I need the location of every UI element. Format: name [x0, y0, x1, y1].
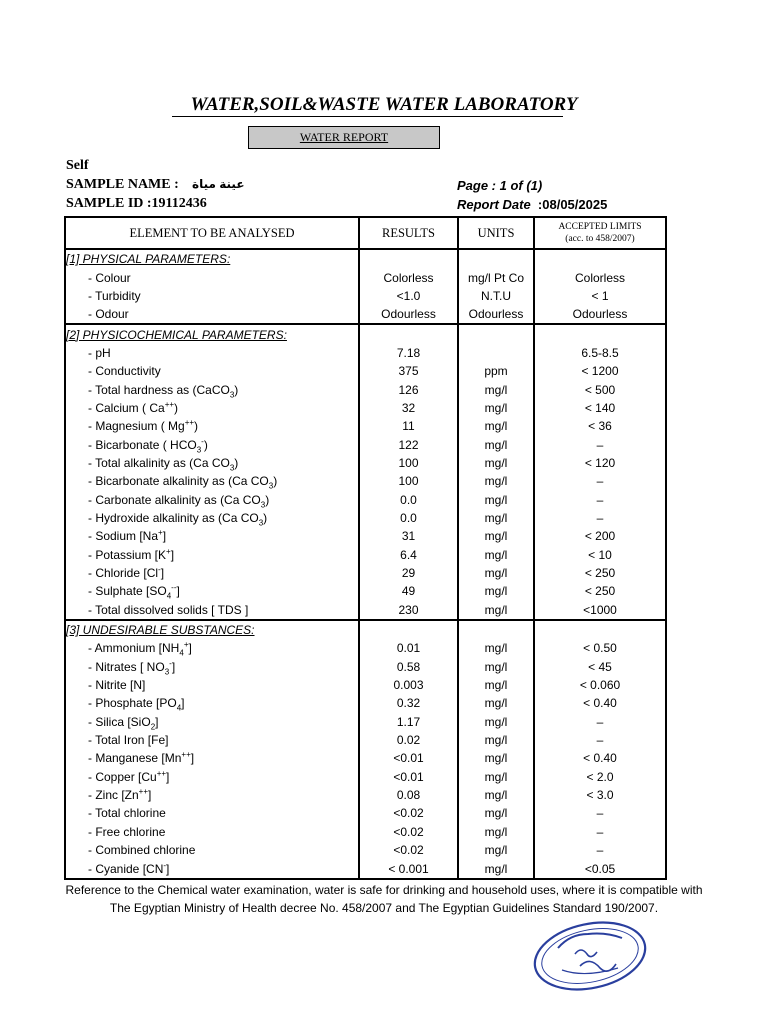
- limit-value: < 500: [534, 380, 666, 398]
- limit-value: < 10: [534, 546, 666, 564]
- element-label: - pH: [88, 345, 111, 360]
- limit-value: –: [534, 472, 666, 490]
- result-value: 32: [359, 399, 458, 417]
- table-row: [65, 658, 666, 676]
- table-row: [65, 676, 666, 694]
- table-row: [65, 786, 666, 804]
- unit-value: mg/l: [458, 527, 534, 545]
- element-name: [65, 527, 359, 545]
- report-date-label: Report Date: [457, 197, 531, 212]
- sample-name-label: SAMPLE NAME :: [66, 177, 179, 192]
- table-row: [65, 639, 666, 657]
- element-label: - Silica [SiO: [88, 714, 151, 729]
- table-header-row: [65, 217, 666, 249]
- table-row: [65, 305, 666, 324]
- element-subscript: 2: [150, 722, 156, 732]
- result-value: 0.0: [359, 509, 458, 527]
- table-row: [65, 546, 666, 564]
- table-row: [65, 287, 666, 305]
- limit-value: < 45: [534, 658, 666, 676]
- element-name: [65, 713, 359, 731]
- limit-value: < 1: [534, 287, 666, 305]
- element-label: - Nitrite [N]: [88, 678, 146, 693]
- element-tail: ]: [188, 641, 192, 656]
- element-tail: ]: [166, 861, 170, 876]
- unit-value: mg/l: [458, 713, 534, 731]
- header-limits: [534, 217, 666, 249]
- element-tail: ]: [171, 659, 176, 674]
- element-name: [65, 731, 359, 749]
- element-name: [65, 859, 359, 878]
- section-cell: [359, 249, 458, 268]
- element-superscript: ++: [164, 399, 175, 409]
- table-row: [65, 859, 666, 878]
- table-row: [65, 344, 666, 362]
- header-element: ELEMENT TO BE ANALYSED: [65, 217, 359, 249]
- limit-value: < 0.50: [534, 639, 666, 657]
- table-row: [65, 435, 666, 453]
- element-tail: ]: [155, 714, 159, 729]
- table-row: [65, 380, 666, 398]
- results-table: [64, 216, 667, 880]
- unit-value: mg/l: [458, 658, 534, 676]
- report-type-box: [248, 126, 440, 149]
- table-row: [65, 601, 666, 620]
- limit-value: < 0.060: [534, 676, 666, 694]
- element-name: [65, 582, 359, 600]
- element-subscript: 3: [196, 445, 202, 454]
- element-label: - Total Iron [Fe]: [88, 733, 169, 748]
- element-tail: ]: [162, 529, 167, 544]
- section-row: [65, 249, 666, 268]
- limit-value: Odourless: [534, 305, 666, 324]
- element-label: - Bicarbonate alkalinity as (Ca CO: [88, 474, 269, 489]
- unit-value: N.T.U: [458, 287, 534, 305]
- limit-value: < 120: [534, 454, 666, 472]
- table-row: [65, 509, 666, 527]
- result-value: 0.01: [359, 639, 458, 657]
- limit-value: < 250: [534, 564, 666, 582]
- element-name: [65, 823, 359, 841]
- unit-value: mg/l: [458, 804, 534, 822]
- element-name: [65, 399, 359, 417]
- element-label: - Odour: [88, 307, 129, 322]
- element-tail: ]: [160, 566, 165, 581]
- element-name: [65, 768, 359, 786]
- element-name: [65, 287, 359, 305]
- table-row: [65, 731, 666, 749]
- limit-value: < 0.40: [534, 694, 666, 712]
- element-superscript: +: [166, 546, 171, 556]
- unit-value: mg/l: [458, 786, 534, 804]
- element-label: - Copper [Cu: [88, 769, 157, 784]
- element-tail: ): [234, 455, 239, 470]
- element-name: [65, 676, 359, 694]
- limit-value: 6.5-8.5: [534, 344, 666, 362]
- result-value: <0.02: [359, 841, 458, 859]
- unit-value: mg/l: [458, 749, 534, 767]
- report-type-label: WATER REPORT: [299, 130, 389, 144]
- unit-value: mg/l Pt Co: [458, 268, 534, 286]
- table-row: [65, 768, 666, 786]
- element-name: [65, 841, 359, 859]
- element-superscript: --: [171, 583, 177, 593]
- result-value: 0.32: [359, 694, 458, 712]
- limit-value: < 2.0: [534, 768, 666, 786]
- element-name: [65, 344, 359, 362]
- unit-value: mg/l: [458, 490, 534, 508]
- element-label: - Colour: [88, 270, 131, 285]
- element-name: [65, 305, 359, 324]
- section-label: [2] PHYSICOCHEMICAL PARAMETERS:: [66, 327, 287, 342]
- limit-value: –: [534, 435, 666, 453]
- element-name: [65, 546, 359, 564]
- result-value: <0.02: [359, 823, 458, 841]
- unit-value: mg/l: [458, 694, 534, 712]
- result-value: Colorless: [359, 268, 458, 286]
- result-value: <0.02: [359, 804, 458, 822]
- unit-value: mg/l: [458, 435, 534, 453]
- element-tail: ]: [176, 584, 180, 599]
- element-superscript: +: [158, 528, 163, 538]
- limit-value: –: [534, 490, 666, 508]
- element-subscript: 3: [258, 518, 264, 528]
- table-row: [65, 417, 666, 435]
- table-row: [65, 399, 666, 417]
- element-subscript: 3: [229, 463, 235, 473]
- unit-value: mg/l: [458, 546, 534, 564]
- unit-value: mg/l: [458, 509, 534, 527]
- element-label: - Chloride [Cl: [88, 566, 159, 581]
- result-value: 49: [359, 582, 458, 600]
- unit-value: mg/l: [458, 582, 534, 600]
- limit-value: < 3.0: [534, 786, 666, 804]
- result-value: <0.01: [359, 749, 458, 767]
- result-value: 1.17: [359, 713, 458, 731]
- section-cell: [359, 324, 458, 343]
- element-label: - Hydroxide alkalinity as (Ca CO: [88, 510, 259, 525]
- element-subscript: 3: [229, 389, 235, 399]
- header-limits-title: ACCEPTED LIMITS: [558, 222, 642, 232]
- unit-value: mg/l: [458, 676, 534, 694]
- element-subscript: 4: [179, 648, 184, 658]
- limit-value: < 36: [534, 417, 666, 435]
- element-name: [65, 639, 359, 657]
- unit-value: mg/l: [458, 639, 534, 657]
- limit-value: < 200: [534, 527, 666, 545]
- element-label: - Total chlorine: [88, 806, 166, 821]
- element-name: [65, 786, 359, 804]
- result-value: 375: [359, 362, 458, 380]
- element-tail: ): [194, 419, 199, 434]
- section-cell: [458, 620, 534, 639]
- element-name: [65, 490, 359, 508]
- result-value: <0.01: [359, 768, 458, 786]
- table-row: [65, 490, 666, 508]
- client-name: Self: [66, 158, 89, 173]
- limit-value: <1000: [534, 601, 666, 620]
- table-row: [65, 841, 666, 859]
- limit-value: < 250: [534, 582, 666, 600]
- element-label: - Conductivity: [88, 364, 161, 379]
- result-value: Odourless: [359, 305, 458, 324]
- element-name: [65, 454, 359, 472]
- unit-value: mg/l: [458, 417, 534, 435]
- limit-value: <0.05: [534, 859, 666, 878]
- element-name: [65, 380, 359, 398]
- result-value: 100: [359, 472, 458, 490]
- element-label: - Turbidity: [88, 288, 141, 303]
- limit-value: –: [534, 804, 666, 822]
- table-row: [65, 472, 666, 490]
- element-label: - Cyanide [CN: [88, 861, 164, 876]
- result-value: 11: [359, 417, 458, 435]
- element-subscript: 3: [260, 500, 266, 510]
- element-subscript: 3: [268, 481, 274, 491]
- element-superscript: -: [158, 565, 161, 575]
- element-tail: ]: [166, 769, 170, 784]
- unit-value: mg/l: [458, 601, 534, 620]
- element-superscript: -: [169, 658, 172, 668]
- element-name: [65, 472, 359, 490]
- result-value: <1.0: [359, 287, 458, 305]
- element-label: - Ammonium [NH: [88, 641, 180, 656]
- result-value: < 0.001: [359, 859, 458, 878]
- element-subscript: 3: [164, 667, 170, 677]
- element-label: - Total hardness as (CaCO: [88, 382, 230, 397]
- element-label: - Total dissolved solids [ TDS ]: [88, 602, 249, 617]
- element-superscript: -: [201, 436, 204, 446]
- element-subscript: 4: [176, 703, 182, 713]
- title-underline: [172, 116, 563, 117]
- table-row: [65, 527, 666, 545]
- result-value: 0.58: [359, 658, 458, 676]
- section-label: [1] PHYSICAL PARAMETERS:: [66, 252, 231, 267]
- result-value: 0.003: [359, 676, 458, 694]
- limit-value: –: [534, 509, 666, 527]
- element-tail: ]: [190, 751, 195, 766]
- table-body: [65, 249, 666, 879]
- page-number: Page : 1 of (1): [457, 178, 543, 193]
- section-title: [65, 249, 359, 268]
- element-label: - Magnesium ( Mg: [88, 419, 185, 434]
- element-label: - Free chlorine: [88, 824, 166, 839]
- element-name: [65, 509, 359, 527]
- element-subscript: 4: [166, 591, 172, 601]
- table-row: [65, 804, 666, 822]
- element-label: - Carbonate alkalinity as (Ca CO: [88, 492, 261, 507]
- table-row: [65, 362, 666, 380]
- element-superscript: ++: [138, 787, 149, 797]
- section-cell: [458, 324, 534, 343]
- element-label: - Sulphate [SO: [88, 584, 167, 599]
- result-value: 31: [359, 527, 458, 545]
- element-superscript: -: [163, 860, 167, 870]
- table-row: [65, 823, 666, 841]
- element-superscript: ++: [184, 418, 195, 428]
- element-name: [65, 564, 359, 582]
- section-title: [65, 620, 359, 639]
- unit-value: mg/l: [458, 454, 534, 472]
- unit-value: mg/l: [458, 380, 534, 398]
- element-name: [65, 362, 359, 380]
- result-value: 230: [359, 601, 458, 620]
- unit-value: mg/l: [458, 731, 534, 749]
- element-label: - Nitrates [ NO: [88, 659, 165, 674]
- result-value: 7.18: [359, 344, 458, 362]
- section-cell: [534, 249, 666, 268]
- element-label: - Calcium ( Ca: [88, 400, 165, 415]
- element-label: - Zinc [Zn: [88, 788, 139, 803]
- section-cell: [458, 249, 534, 268]
- report-date: [457, 197, 607, 212]
- element-name: [65, 749, 359, 767]
- element-tail: ): [234, 382, 239, 397]
- section-cell: [534, 620, 666, 639]
- element-label: - Potassium [K: [88, 547, 167, 562]
- result-value: 122: [359, 435, 458, 453]
- result-value: 0.02: [359, 731, 458, 749]
- result-value: 6.4: [359, 546, 458, 564]
- section-title: [65, 324, 359, 343]
- footnote: Reference to the Chemical water examination, water is safe for drinking and household uses, where it is compatible with The Egyptian Ministry of Health decree No. 458/2007 and The Egyptian Guidelines Standard 190/2007.: [65, 883, 703, 915]
- element-tail: ): [273, 474, 278, 489]
- limit-value: –: [534, 841, 666, 859]
- element-tail: ): [174, 400, 179, 415]
- lab-title: WATER,SOIL&WASTE WATER LABORATORY: [190, 94, 578, 115]
- table-row: [65, 454, 666, 472]
- limit-value: –: [534, 823, 666, 841]
- result-value: 0.08: [359, 786, 458, 804]
- header-limits-ref: (acc. to 458/2007): [565, 234, 635, 244]
- section-label: [3] UNDESIRABLE SUBSTANCES:: [66, 623, 255, 638]
- section-cell: [534, 324, 666, 343]
- element-label: - Bicarbonate ( HCO: [88, 437, 197, 452]
- unit-value: mg/l: [458, 841, 534, 859]
- limit-value: < 140: [534, 399, 666, 417]
- result-value: 126: [359, 380, 458, 398]
- limit-value: < 0.40: [534, 749, 666, 767]
- report-date-value: :08/05/2025: [537, 197, 608, 212]
- limit-value: Colorless: [534, 268, 666, 286]
- element-label: - Manganese [Mn: [88, 751, 182, 766]
- element-tail: ): [203, 437, 208, 452]
- unit-value: mg/l: [458, 768, 534, 786]
- element-name: [65, 435, 359, 453]
- result-value: 29: [359, 564, 458, 582]
- unit-value: ppm: [458, 362, 534, 380]
- element-label: - Total alkalinity as (Ca CO: [88, 455, 230, 470]
- unit-value: mg/l: [458, 823, 534, 841]
- limit-value: < 1200: [534, 362, 666, 380]
- element-superscript: ++: [156, 768, 167, 778]
- table-row: [65, 564, 666, 582]
- section-cell: [359, 620, 458, 639]
- result-value: 0.0: [359, 490, 458, 508]
- limit-value: –: [534, 731, 666, 749]
- unit-value: mg/l: [458, 399, 534, 417]
- unit-value: Odourless: [458, 305, 534, 324]
- sample-name-value: عينة مياة: [192, 177, 245, 191]
- unit-value: mg/l: [458, 859, 534, 878]
- element-tail: ]: [148, 788, 152, 803]
- element-tail: ): [263, 510, 268, 525]
- section-row: [65, 620, 666, 639]
- header-units: UNITS: [458, 217, 534, 249]
- element-tail: ]: [170, 547, 175, 562]
- table-row: [65, 713, 666, 731]
- element-name: [65, 268, 359, 286]
- sample-id: SAMPLE ID :19112436: [66, 196, 207, 211]
- unit-value: [458, 344, 534, 362]
- element-name: [65, 417, 359, 435]
- limit-value: –: [534, 713, 666, 731]
- table-row: [65, 694, 666, 712]
- lab-stamp: [530, 918, 654, 994]
- element-superscript: ++: [181, 750, 191, 760]
- table-row: [65, 582, 666, 600]
- element-tail: ]: [181, 696, 185, 711]
- element-label: - Phosphate [PO: [88, 696, 177, 711]
- table-row: [65, 749, 666, 767]
- element-name: [65, 694, 359, 712]
- element-label: - Combined chlorine: [88, 843, 196, 858]
- element-name: [65, 658, 359, 676]
- unit-value: mg/l: [458, 564, 534, 582]
- result-value: 100: [359, 454, 458, 472]
- element-name: [65, 601, 359, 620]
- unit-value: mg/l: [458, 472, 534, 490]
- element-name: [65, 804, 359, 822]
- header-results: RESULTS: [359, 217, 458, 249]
- table-row: [65, 268, 666, 286]
- element-superscript: +: [183, 640, 189, 650]
- element-tail: ): [265, 492, 270, 507]
- element-label: - Sodium [Na: [88, 529, 159, 544]
- section-row: [65, 324, 666, 343]
